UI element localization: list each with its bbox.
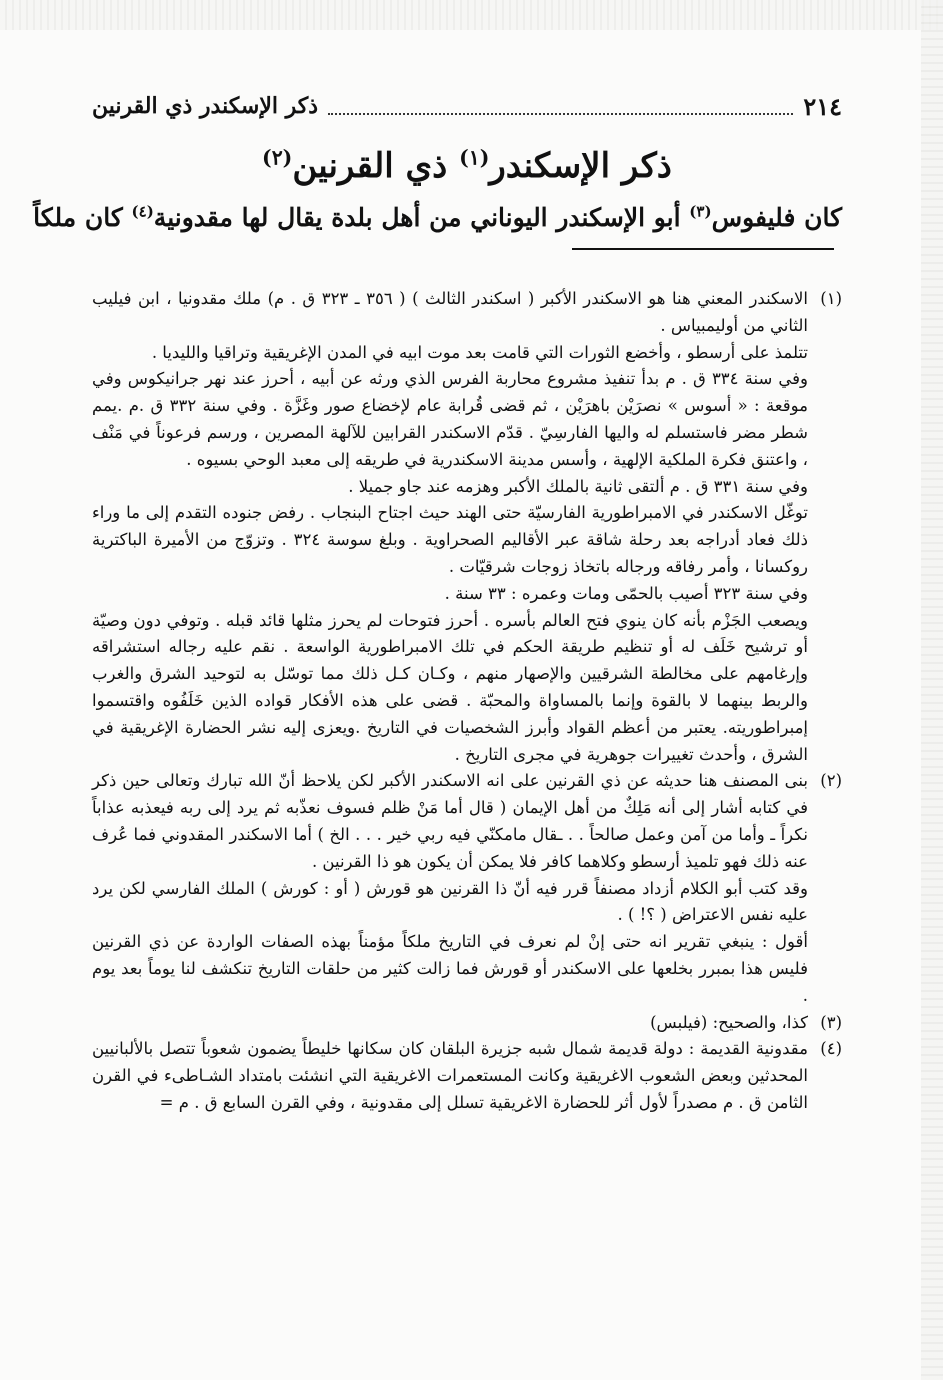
chapter-title-tail: ذي القرنين — [292, 146, 448, 186]
footnote-ref-1[interactable]: (١) — [459, 145, 490, 170]
footnote-mark: (٤) — [820, 1039, 842, 1059]
footnote-text: الاسكندر المعني هنا هو الاسكندر الأكبر ( اسكندر الثالث ) ( ٣٥٦ ـ ٣٢٣ ق . م) ملك مقدونيا ، ابن فيليب الثاني من أوليمبياس . — [92, 289, 808, 335]
intro-part-2: أبو الإسكندر اليوناني من أهل بلدة يقال لها مقدونية — [153, 203, 681, 232]
footnote-mark: (٢) — [820, 771, 842, 791]
chapter-title — [92, 142, 842, 190]
footnote-paragraph: وفي سنة ٣٣١ ق . م ألتقى ثانية بالملك الأكبر وهزمه عند جاو جميلا . — [348, 476, 808, 496]
intro-part-1: كان فليفوس — [711, 203, 842, 232]
intro-part-3: كان ملكاً — [33, 203, 123, 232]
footnote-paragraph: وفي سنة ٣٢٣ أصيب بالحمّى ومات وعمره : ٣٣ سنة . — [444, 583, 808, 603]
footnote-paragraph: توغّل الاسكندر في الامبراطورية الفارسيّة حتى الهند حيث اجتاح البنجاب . رفض جنوده التقدم إلى ما وراء ذلك فعاد أدراجه بعد رحلة شاقة عبر الأقاليم الصحراوية . وبلغ سوسة ٣٢٤ . وتزوّج من الأميرة الباكترية روكسانا ، وأمر رفاقه ورجاله باتخاذ زوجات شرقيّات . — [92, 503, 808, 576]
footnote-separator — [572, 248, 834, 250]
footnote-paragraph: وفي سنة ٣٣٤ ق . م بدأ تنفيذ مشروع محاربة الفرس الذي ورثه عن أبيه ، أحرز عند نهر جرانيكوس وفي موقعة : « أسوس » نصرَيْن باهرَيْن ، ثم قضى قُرابة عام لإخضاع صور وغَزَّة . وفي سنة ٣٣٢ ق .م .يمم شطر مضر فاستسلم له واليها الفارسِيّ . قدّم الاسكندر القرابين للآلهة المصرين ، ورسم فرعوناً في مَنْف ، واعتنق فكرة الملكية الإلهية ، وأسس مدينة الاسكندرية في طريقه إلى معبد الوحي بسيوه . — [92, 369, 808, 469]
page-number: ٢١٤ — [803, 91, 842, 121]
footnote-paragraph: أقول : ينبغي تقرير انه حتى إنْ لم نعرف في التاريخ ملكاً مؤمناً بهذه الصفات الواردة عن ذي القرنين فليس هذا بمبرر بخلعها على الاسكندر أو قورش فما زالت كثير من حلقات التاريخ تنكشف لنا يوماً بعد يوم . — [92, 932, 808, 1005]
running-title: ذكر الإسكندر ذي القرنين — [92, 93, 319, 119]
footnote-paragraph: ويصعب الجَزْم بأنه كان ينوي فتح العالم بأسره . أحرز فتوحات لم يحرز مثلها قائد قبله . وتوفي دون وصيّة أو ترشيح خَلَف له أو تنظيم طريقة الحكم في تلك الامبراطورية الواسعة . نقم عليه رجاله استشراقه وإرغامهم على مخالطة الشرقيين والإصهار منهم ، وكـان كـل ذلك مما توسّل به لتوحيد الشرق والغرب والربط بينهما لا بالقوة وإنما بالمساواة والمحبّة . قضى على هذه الأفكار قواده الذين خَلَفُوه واقتسموا إمبراطوريته. يعتبر من أعظم القواد وأبرز الشخصيات في التاريخ .ويعزى إليه نشر الحضارة الإغريقية في الشرق ، وأحدث تغييرات جوهرية في مجرى التاريخ . — [92, 610, 809, 764]
footnote-ref-3[interactable]: (٣) — [689, 202, 712, 221]
footnote-2 — [92, 768, 842, 875]
footnote-ref-4[interactable]: (٤) — [131, 202, 154, 221]
running-header — [92, 86, 842, 126]
footnote-4 — [92, 1036, 842, 1116]
footnote-mark: (٣) — [820, 1012, 842, 1032]
footnote-text: مقدونية القديمة : دولة قديمة شمال شبه جزيرة البلقان كان سكانها خليطاً يضمون شعوباً تتصل بالألبانيين المحدثين وبعض الشعوب الاغريقية وكانت المستعمرات الاغريقية التي انشئت بامتداد الشـاطىء في القرن الثامن ق . م مصدراً لأول أثر للحضارة الاغريقية تسلل إلى مقدونية ، وفي القرن السابع ق . م = — [92, 1039, 808, 1112]
scan-edge-right — [921, 0, 943, 1380]
footnotes — [92, 286, 842, 1117]
header-dotted-leader — [328, 97, 793, 115]
footnote-text: بنى المصنف هنا حديثه عن ذي القرنين على انه الاسكندر الأكبر لكن يلاحظ أنّ الله تبارك وتعالى حين ذكر في كتابه أشار إلى أنه مَلِكٌ من أهل الإيمان ( قال أما مَنْ ظلم فسوف نعذّبه ثم يرد إلى ربه فيعذبه عذاباً نكراً ـ وأما من آمن وعمل صالحاً . . ـقال مامكنّي فيه ربي خير . . . الخ ) أما الاسكندر المقدوني فما عُرف عنه ذلك فهو تلميذ أرسطو وكلاهما كافر فلا يمكن أن يكون هو ذا القرنين . — [92, 771, 808, 871]
footnote-mark: (١) — [820, 289, 842, 308]
footnote-3 — [92, 1010, 842, 1037]
scan-edge-top — [0, 0, 943, 30]
chapter-title-main: ذكر الإسكندر — [489, 146, 672, 186]
footnote-text: كذا، والصحيح: (فيلبس) — [650, 1012, 808, 1032]
footnote-paragraph: وقد كتب أبو الكلام أزداد مصنفاً قرر فيه أنّ ذا القرنين هو قورش ( أو : كورش ) الملك الفارسي لكن يرد عليه نفس الاعتراض ( ؟! ) . — [92, 878, 808, 925]
intro-line — [33, 196, 842, 240]
footnote-paragraph: تتلمذ على أرسطو ، وأخضع الثورات التي قامت بعد موت ابيه في المدن الإغريقية وتراقيا والليديا . — [151, 342, 808, 362]
footnote-1 — [92, 286, 842, 340]
footnote-ref-2[interactable]: (٢) — [262, 145, 293, 170]
